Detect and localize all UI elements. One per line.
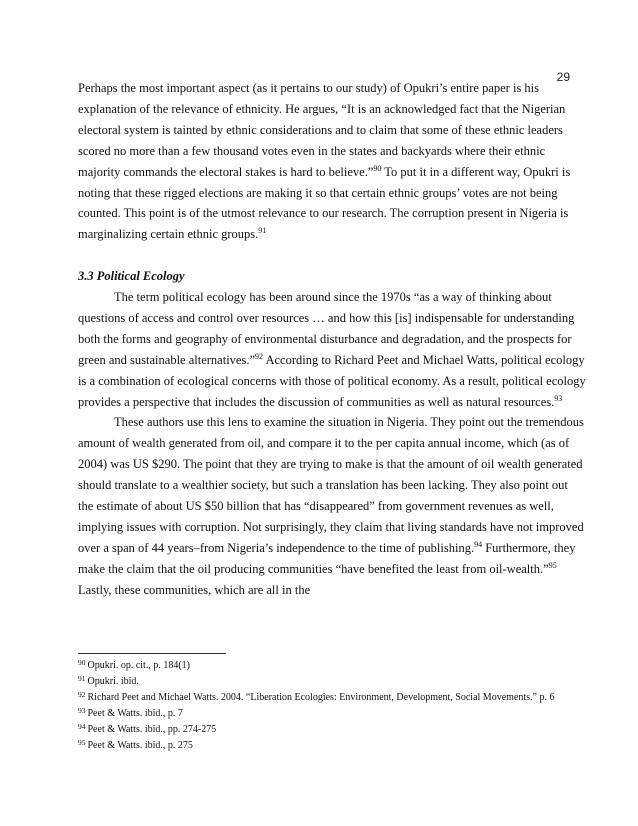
footnote-ref[interactable]: 95 (548, 560, 557, 570)
footnote-number: 94 (78, 722, 86, 731)
paragraph-political-ecology (78, 287, 586, 412)
footnote-ref[interactable]: 94 (474, 539, 483, 549)
paragraph-text: The term political ecology has been around since the 1970s “as a way of thinking about questions of access and control over resources … and how this [is] indispensable for understanding both the forms and geography of environmental disturbance and degradation, and the prospects for green and sustainable alternatives.” (78, 290, 575, 367)
footnote-text: Peet & Watts. ibid., p. 7 (87, 708, 183, 719)
footnote-text: Peet & Watts. ibid., pp. 274-275 (87, 724, 217, 735)
footnote-separator (78, 653, 226, 654)
page-number: 29 (556, 70, 570, 84)
footnote-ref[interactable]: 93 (554, 393, 563, 403)
footnote (78, 672, 586, 688)
footnote-text: Peet & Watts. ibid., p. 275 (87, 740, 193, 751)
footnote (78, 688, 586, 704)
footnote (78, 704, 586, 720)
footnote-number: 90 (78, 658, 86, 667)
paragraph-opukri (78, 78, 586, 245)
footnote-text: Richard Peet and Michael Watts. 2004. “Liberation Ecologies: Environment, Development, Social Movements.” p. 6 (87, 692, 555, 703)
footnotes (78, 656, 586, 752)
footnote-text: Opukri. ibid. (87, 676, 139, 687)
footnote-number: 92 (78, 690, 86, 699)
footnote-text: Opukri. op. cit., p. 184(1) (87, 660, 190, 671)
footnote-number: 95 (78, 738, 86, 747)
paragraph-text: Perhaps the most important aspect (as it pertains to our study) of Opukri’s entire paper is his explanation of the relevance of ethnicity. He argues, “It is an acknowledged fact that the Nigerian electoral system is tainted by ethnic considerations and to claim that some of these ethnic leaders scored no more than a few thousand votes even in the states and backyards where their ethnic majority commands the electoral stakes is hard to believe.” (78, 81, 566, 179)
footnote (78, 656, 586, 672)
paragraph-text: These authors use this lens to examine the situation in Nigeria. They point out the tremendous amount of wealth generated from oil, and compare it to the per capita annual income, which (as of 2004) was US $290. The point that they are trying to make is that the amount of oil wealth generated should translate to a wealthier society, but such a translation has been lacking. They also point out the estimate of about US $50 billion that has “disappeared” from government revenues as well, implying issues with corruption. Not surprisingly, they claim that living standards have not improved over a span of 44 years–from Nigeria’s independence to the time of publishing. (78, 415, 584, 555)
paragraph-text: According to Richard Peet and Michael Watts, political ecology is a combination of ecological concerns with those of political economy. As a result, political ecology provides a perspective that includes the discussion of communities as well as natural resources. (78, 352, 586, 409)
paragraph-text: Furthermore, they make the claim that the oil producing communities “have benefited the least from oil-wealth.” (78, 540, 576, 576)
footnote-number: 93 (78, 706, 86, 715)
footnote (78, 736, 586, 752)
paragraph-text: Lastly, these communities, which are all in the (78, 582, 311, 597)
footnote-ref[interactable]: 91 (258, 226, 267, 236)
footnote-ref[interactable]: 92 (255, 351, 264, 361)
paragraph-nigeria-wealth (78, 412, 586, 600)
section-heading: 3.3 Political Ecology (78, 269, 185, 284)
footnote-number: 91 (78, 674, 86, 683)
footnote (78, 720, 586, 736)
paragraph-text: To put it in a different way, Opukri is noting that these rigged elections are making it so that certain ethnic groups’ votes are not being counted. This point is of the utmost relevance to our research. The corruption present in Nigeria is marginalizing certain ethnic groups. (78, 164, 571, 242)
body-text (78, 78, 586, 601)
footnote-ref[interactable]: 90 (373, 163, 382, 173)
